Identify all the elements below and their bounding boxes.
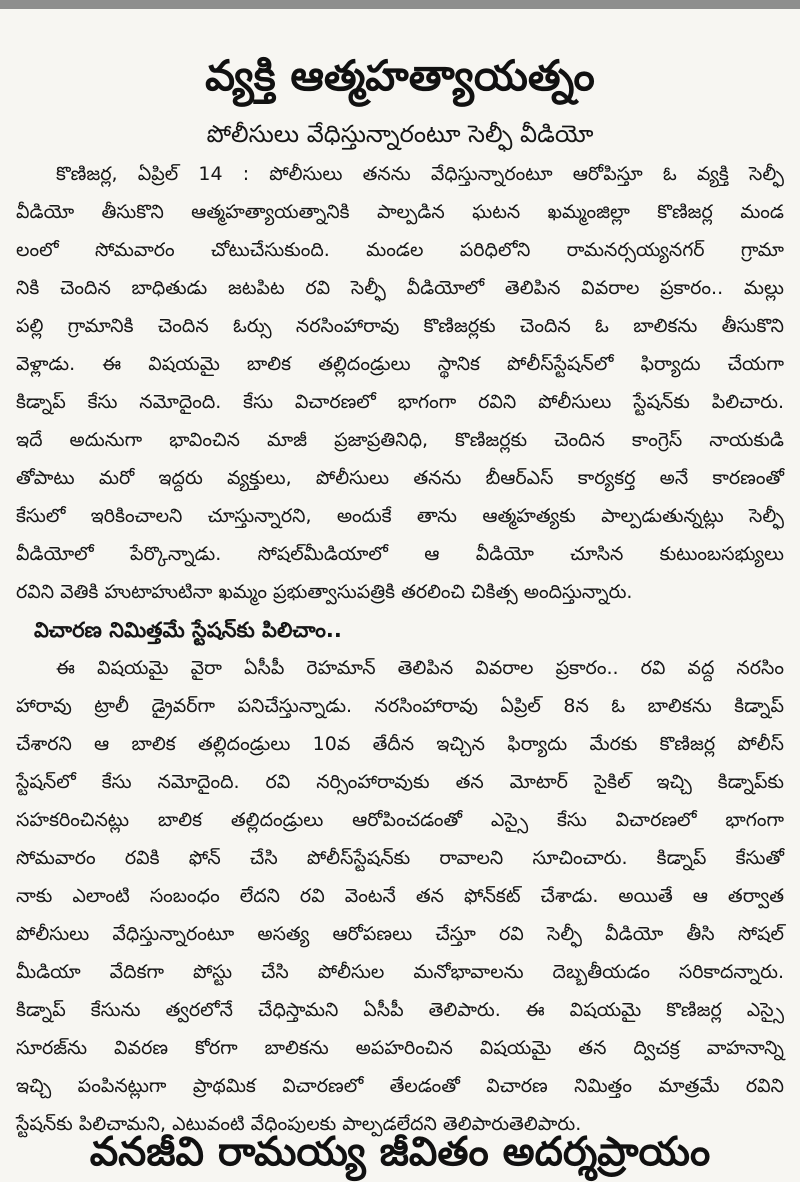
body-line: ఈ విషయమై వైరా ఏసీపీ రెహమాన్ తెలిపిన వివరాల ప్రకారం.. రవి వద్ద నరసిం: [56, 657, 784, 679]
body-line: కిడ్నాప్ కేసు నమోదైంది. కేసు విచారణలో భాగంగా రవిని పోలీసులు స్టేషన్‌కు పిలిచారు.: [16, 391, 784, 413]
body-line: ఇదే అదునుగా భావించిన మాజీ ప్రజాప్రతినిధి, కొణిజర్లకు చెందిన కాంగ్రెస్ నాయకుడి: [16, 429, 784, 451]
body-line: సూరజ్‌ను వివరణ కోరగా బాలికను అపహరించిన విషయమై తన ద్విచక్ర వాహనాన్ని: [16, 1037, 784, 1059]
body-line: వెళ్లాడు. ఈ విషయమై బాలిక తల్లిదండ్రులు స్థానిక పోలీస్‌స్టేషన్‌లో ఫిర్యాదు చేయగా: [16, 353, 784, 375]
body-line: స్టేషన్‌కు పిలిచామని, ఎటువంటి వేధింపులకు పాల్పడలేదని తెలిపారుతెలిపారు.: [16, 1113, 582, 1135]
body-line: మీడియా వేదికగా పోస్టు చేసి పోలీసుల మనోభావాలను దెబ్బతీయడం సరికాదన్నారు.: [16, 961, 784, 983]
body-line: స్టేషన్‌లో కేసు నమోదైంది. రవి నర్సింహారావుకు తన మోటార్ సైకిల్ ఇచ్చి కిడ్నాప్‌కు: [16, 771, 784, 793]
next-article-headline: వనజీవి రామయ్య జీవితం అదర్శప్రాయం: [89, 1129, 711, 1175]
body-line: హారావు ట్రాలీ డ్రైవర్‌గా పనిచేస్తున్నాడు. నరసింహారావు ఏప్రిల్ 8న ఓ బాలికను కిడ్నాప్: [16, 695, 784, 717]
body-line: సహకరించినట్లు బాలిక తల్లిదండ్రులు ఆరోపించడంతో ఎస్సై కేసు విచారణలో భాగంగా: [16, 809, 784, 831]
article-headline: వ్యక్తి ఆత్మహత్యాయత్నం: [205, 51, 595, 100]
body-line: ఇచ్చి పంపినట్లుగా ప్రాథమిక విచారణలో తేలడంతో విచారణ నిమిత్తం మాత్రమే రవిని: [16, 1075, 784, 1097]
body-line: కేసులో ఇరికించాలని చూస్తున్నారని, అందుకే తాను ఆత్మహత్యకు పాల్పడుతున్నట్లు సెల్ఫీ: [16, 505, 784, 527]
body-line: పల్లి గ్రామానికి చెందిన ఓర్సు నరసింహారావు కొణిజర్లకు చెందిన ఓ బాలికను తీసుకొని: [16, 315, 784, 337]
body-line: పోలీసులు వేధిస్తున్నారంటూ అసత్య ఆరోపణలు చేస్తూ రవి సెల్ఫీ వీడియో తీసి సోషల్: [16, 923, 784, 945]
body-line: వీడియో తీసుకొని ఆత్మహత్యాయత్నానికి పాల్పడిన ఘటన ఖమ్మంజిల్లా కొణిజర్ల మండ: [16, 201, 784, 223]
body-line: కిడ్నాప్ కేసును త్వరలోనే చేధిస్తామని ఏసీపీ తెలిపారు. ఈ విషయమై కొణిజర్ల ఎస్సై: [16, 999, 784, 1021]
body-line: తోపాటు మరో ఇద్దరు వ్యక్తులు, పోలీసులు తనను బీఆర్ఎస్ కార్యకర్త అనే కారణంతో: [16, 467, 784, 489]
body-line: నాకు ఎలాంటి సంబంధం లేదని రవి వెంటనే తన ఫోన్‌కట్ చేశాడు. అయితే ఆ తర్వాత: [16, 885, 784, 907]
top-rule: [0, 0, 800, 9]
body-line: సోమవారం రవికి ఫోన్ చేసి పోలీస్‌స్టేషన్‌కు రావాలని సూచించారు. కిడ్నాప్ కేసుతో: [16, 847, 784, 869]
body-line: లంలో సోమవారం చోటుచేసుకుంది. మండల పరిధిలోని రామనర్సయ్యనగర్ గ్రామా: [16, 239, 784, 261]
body-line: నికి చెందిన బాధితుడు జటపిట రవి సెల్ఫీ వీడియోలో తెలిపిన వివరాల ప్రకారం.. మల్లు: [16, 277, 784, 299]
body-line: చేశారని ఆ బాలిక తల్లిదండ్రులు 10వ తేదీన ఇచ్చిన ఫిర్యాదు మేరకు కొణిజర్ల పోలీస్: [16, 733, 784, 755]
body-line: రవిని వెతికి హుటాహుటినా ఖమ్మం ప్రభుత్వాసుపత్రికి తరలించి చికిత్స అందిస్తున్నారు.: [16, 581, 633, 603]
section-heading: విచారణ నిమిత్తమే స్టేషన్‌కు పిలిచాం..: [34, 618, 342, 642]
article-subheadline: పోలీసులు వేధిస్తున్నారంటూ సెల్ఫీ వీడియో: [206, 120, 594, 148]
body-line: వీడియోలో పేర్కొన్నాడు. సోషల్‌మీడియాలో ఆ వీడియో చూసిన కుటుంబసభ్యులు: [16, 543, 784, 565]
body-line: కొణిజర్ల, ఏప్రిల్ 14 : పోలీసులు తనను వేధిస్తున్నారంటూ ఆరోపిస్తూ ఓ వ్యక్తి సెల్ఫీ: [56, 163, 784, 185]
